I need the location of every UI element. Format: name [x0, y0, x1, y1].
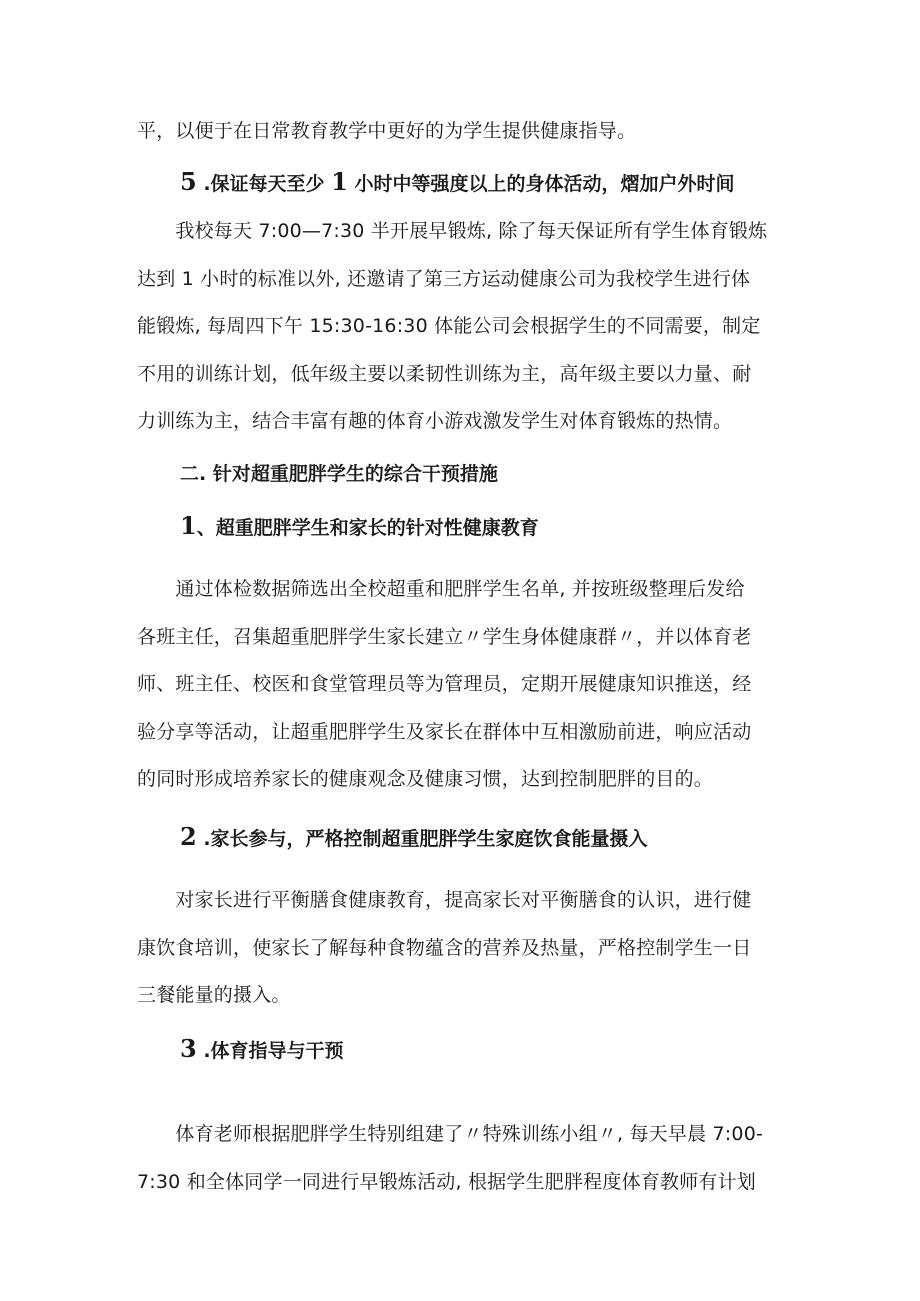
- paragraph-line: 通过体检数据筛选出全校超重和肥胖学生名单, 并按班级整理后发给: [137, 578, 745, 600]
- paragraph-education: [137, 566, 787, 804]
- heading-number: 2: [180, 822, 197, 851]
- heading-text: .家长参与，严格控制超重肥胖学生家庭饮食能量摄入: [196, 828, 648, 850]
- heading-text: 、超重肥胖学生和家长的针对性健康教育: [196, 517, 539, 539]
- heading-number: 5: [180, 167, 197, 196]
- paragraph-line: 7:30 和全体同学一同进行早锻炼活动, 根据学生肥胖程度体育教师有计划: [137, 1170, 756, 1193]
- heading-text: .体育指导与干预: [196, 1040, 344, 1062]
- heading-5: [180, 167, 830, 199]
- paragraph-line: 的同时形成培养家长的健康观念及健康习惯，达到控制肥胖的目的。: [137, 768, 714, 790]
- paragraph-line: 平，以便于在日常教育教学中更好的为学生提供健康指导。: [137, 120, 637, 142]
- paragraph-line: 我校每天 7:00—7:30 半开展早锻炼, 除了每天保证所有学生体育锻炼: [137, 220, 768, 242]
- paragraph-exercise: [137, 208, 787, 446]
- heading-number-inline: 1: [331, 167, 348, 196]
- paragraph-line: 三餐能量的摄入。: [137, 984, 291, 1006]
- paragraph-line: 师、班主任、校医和食堂管理员等为管理员，定期开展健康知识推送，经: [137, 673, 752, 695]
- paragraph-line: 达到 1 小时的标准以外, 还邀请了第三方运动健康公司为我校学生进行体: [137, 267, 751, 290]
- heading-2: [180, 822, 830, 854]
- paragraph-line: 康饮食培训，使家长了解每种食物蕴含的营养及热量，严格控制学生一日: [137, 936, 752, 959]
- paragraph-sports: [137, 1111, 787, 1206]
- heading-1: [180, 511, 830, 543]
- paragraph-intro: [137, 108, 787, 156]
- paragraph-line: 验分享等活动，让超重肥胖学生及家长在群体中互相激励前进，响应活动: [137, 720, 752, 743]
- paragraph-line: 体育老师根据肥胖学生特别组建了〃特殊训练小组〃, 每天早晨 7:00-: [137, 1123, 764, 1145]
- heading-text: .保证每天至少: [196, 173, 325, 195]
- heading-3: [180, 1034, 830, 1066]
- heading-text-rest: 小时中等强度以上的身体活动，熠加户外时间: [347, 173, 735, 195]
- heading-number: 1: [180, 511, 197, 540]
- paragraph-diet: [137, 877, 787, 1020]
- paragraph-line: 能锻炼, 每周四下午 15:30-16:30 体能公司会根据学生的不同需要，制定: [137, 315, 761, 337]
- paragraph-line: 各班主任，召集超重肥胖学生家长建立〃学生身体健康群〃，并以体育老: [137, 625, 752, 648]
- paragraph-line: 对家长进行平衡膳食健康教育，提高家长对平衡膳食的认识，进行健: [137, 889, 752, 911]
- paragraph-line: 不用的训练计划，低年级主要以柔韧性训练为主，高年级主要以力量、耐: [137, 362, 752, 385]
- paragraph-line: 力训练为主，结合丰富有趣的体育小游戏激发学生对体育锻炼的热情。: [137, 410, 733, 432]
- heading-number: 3: [180, 1034, 197, 1063]
- section-heading-2: 二. 针对超重肥胖学生的综合干预措施: [180, 463, 498, 485]
